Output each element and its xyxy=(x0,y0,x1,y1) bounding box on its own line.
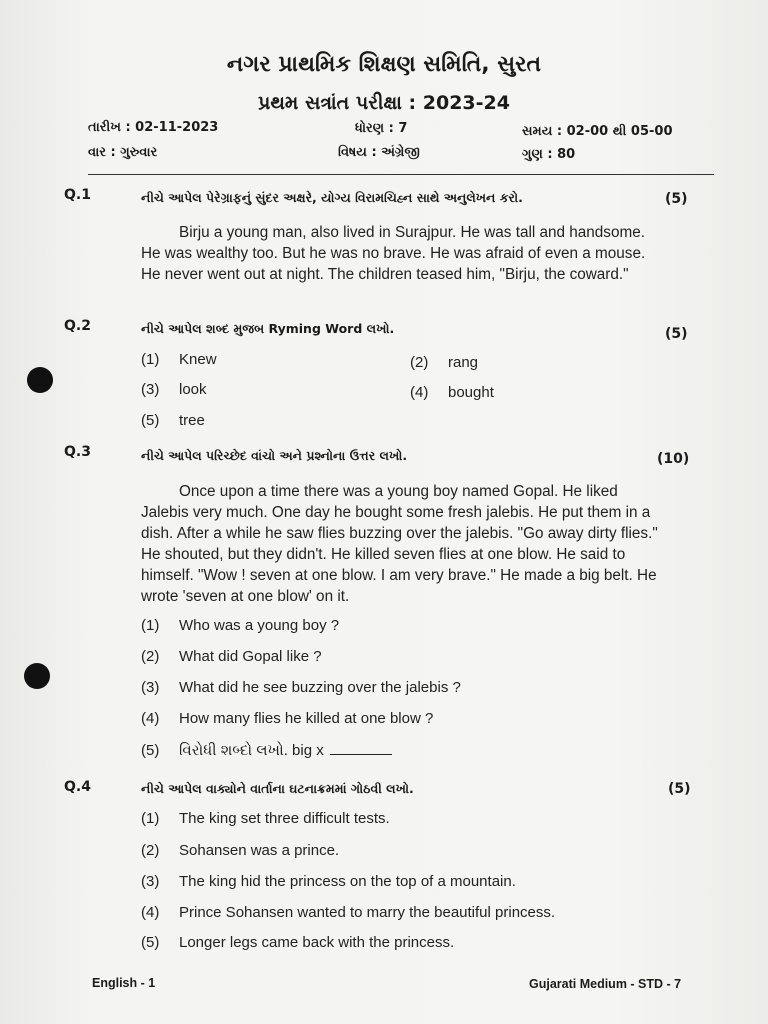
question-number: Q.2 xyxy=(64,318,91,334)
exam-subject: વિષય : અંગ્રેજી xyxy=(338,145,420,160)
list-item xyxy=(141,679,461,696)
item-number: (3) xyxy=(141,679,160,696)
question-marks: (10) xyxy=(657,451,690,467)
binder-hole xyxy=(27,367,53,393)
exam-time: સમય : 02-00 થી 05-00 xyxy=(522,124,673,139)
item-text: Knew xyxy=(179,351,217,368)
list-item xyxy=(141,648,322,665)
list-item xyxy=(141,842,339,859)
exam-title: નગર પ્રાથમિક શિક્ષણ સમિતિ, સુરત xyxy=(226,52,542,77)
item-number: (3) xyxy=(141,381,160,398)
item-number: (1) xyxy=(141,810,160,827)
list-item xyxy=(141,904,555,921)
list-item xyxy=(141,381,207,398)
item-text: Longer legs came back with the princess. xyxy=(179,934,455,951)
item-number: (4) xyxy=(141,904,160,921)
question-marks: (5) xyxy=(665,191,688,207)
list-item xyxy=(141,742,392,759)
exam-marks: ગુણ : 80 xyxy=(522,147,576,162)
item-number: (5) xyxy=(141,412,160,429)
item-text: look xyxy=(179,381,207,398)
item-text: tree xyxy=(179,412,205,429)
item-text: The king set three difficult tests. xyxy=(179,810,390,827)
item-number: (1) xyxy=(141,351,160,368)
question-text: નીચે આપેલ પેરેગ્રાફનું સુંદર અક્ષરે, યોગ્ય વિરામચિહ્ન સાથે અનુલેખન કરો. xyxy=(141,190,523,205)
item-number: (2) xyxy=(141,648,160,665)
question-paragraph: Once upon a time there was a young boy named Gopal. He liked Jalebis very much. One day he bought some fresh jalebis. He put them in a dish. After a while he saw flies buzzing over the jalebis. "Go away dirty flies." He shouted, but they didn't. He killed seven flies at one blow. He said to himself. "Wow ! seven at one blow. I am very brave." He made a big belt. He wrote 'seven at one blow' on it. xyxy=(141,483,658,605)
exam-date: તારીખ : 02-11-2023 xyxy=(88,120,219,135)
item-text: How many flies he killed at one blow ? xyxy=(179,710,434,727)
item-number: (5) xyxy=(141,742,160,759)
question-marks: (5) xyxy=(665,326,688,342)
item-number: (2) xyxy=(141,842,160,859)
list-item xyxy=(141,351,217,368)
list-item xyxy=(141,934,454,951)
list-item xyxy=(141,810,390,827)
header-divider xyxy=(88,174,714,175)
item-number: (4) xyxy=(410,384,429,401)
item-text: Prince Sohansen wanted to marry the beautiful princess. xyxy=(179,904,556,921)
item-text: વિરોધી શબ્દો લખો. big x xyxy=(179,742,324,759)
item-number: (2) xyxy=(410,354,429,371)
list-item xyxy=(141,617,339,634)
question-marks: (5) xyxy=(668,781,691,797)
list-item xyxy=(141,710,433,727)
question-text: નીચે આપેલ શબ્દ મુજબ Ryming Word લખો. xyxy=(141,321,395,336)
list-item xyxy=(141,412,205,429)
item-number: (4) xyxy=(141,710,160,727)
footer-medium: Gujarati Medium - STD - 7 xyxy=(529,977,682,991)
item-text: bought xyxy=(448,384,494,401)
item-text: The king hid the princess on the top of a mountain. xyxy=(179,873,516,890)
list-item xyxy=(141,873,516,890)
item-number: (5) xyxy=(141,934,160,951)
item-text: rang xyxy=(448,354,479,371)
footer-subject: English - 1 xyxy=(92,976,156,990)
question-paragraph: Birju a young man, also lived in Surajpur. He was tall and handsome. He was wealthy too. But he was no brave. He was afraid of even a mouse. He never went out at night. The children teased him, "Birju, the coward." xyxy=(141,224,646,283)
list-item xyxy=(410,384,494,401)
exam-std: ધોરણ : 7 xyxy=(355,121,408,136)
exam-day: વાર : ગુરુવાર xyxy=(88,145,158,160)
item-text: What did Gopal like ? xyxy=(179,648,322,665)
item-number: (3) xyxy=(141,873,160,890)
question-number: Q.1 xyxy=(64,187,91,203)
question-text: નીચે આપેલ પરિચ્છેદ વાંચો અને પ્રશ્નોના ઉત્તર લખો. xyxy=(141,448,408,463)
item-number: (1) xyxy=(141,617,160,634)
item-text: Sohansen was a prince. xyxy=(179,842,340,859)
list-item xyxy=(410,354,478,371)
exam-subtitle: પ્રથમ સત્રાંત પરીક્ષા : 2023-24 xyxy=(258,92,510,114)
question-text: નીચે આપેલ વાક્યોને વાર્તાના ઘટનાક્રમમાં ગોઠવી લખો. xyxy=(141,781,414,796)
binder-hole xyxy=(24,663,50,689)
answer-blank xyxy=(330,754,392,755)
item-text: What did he see buzzing over the jalebis ? xyxy=(179,679,461,696)
item-text: Who was a young boy ? xyxy=(179,617,340,634)
question-number: Q.3 xyxy=(64,444,91,460)
question-number: Q.4 xyxy=(64,779,91,795)
